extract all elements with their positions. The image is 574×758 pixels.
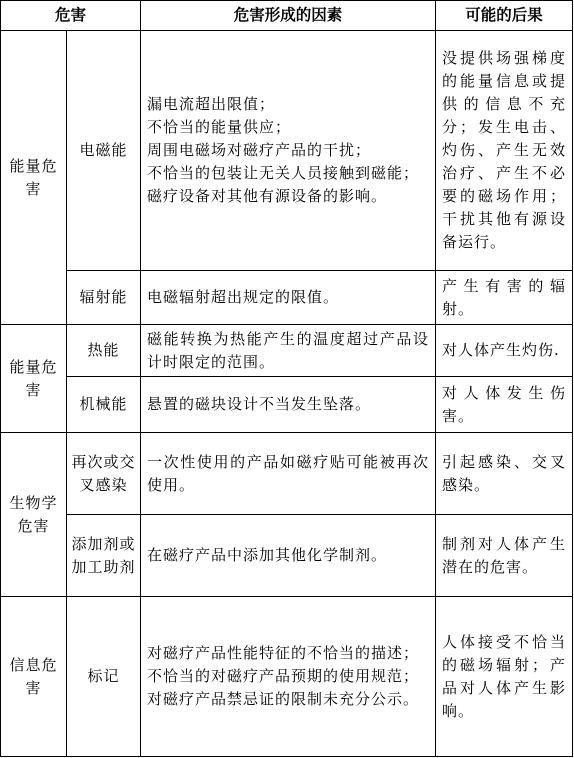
table-row [1, 597, 573, 757]
subcategory-cell: 机械能 [67, 377, 141, 433]
header-factors: 危害形成的因素 [141, 1, 436, 31]
consequence-cell: 产生有害的辐射。 [436, 271, 573, 325]
factor-line: 磁疗设备对其他有源设备的影响。 [147, 187, 388, 205]
factor-cell [141, 377, 436, 433]
factor-cell [141, 325, 436, 377]
factor-line: 周围电磁场对磁疗产品的干扰； [147, 141, 372, 159]
consequence-cell: 没提供场强梯度的能量信息或提供的信息不充分；发生电击、灼伤、产生无效治疗、产生不必要的磁场作用；干扰其他有源设备运行。 [436, 31, 573, 271]
factor-line: 不恰当的能量供应； [147, 118, 292, 136]
subcategory-cell: 添加剂或加工助剂 [67, 515, 141, 597]
table-row [1, 325, 573, 377]
table-row [1, 377, 573, 433]
factor-line: 悬置的磁块设计不当发生坠落。 [147, 395, 372, 413]
factor-line: 在磁疗产品中添加其他化学制剂。 [147, 546, 388, 564]
factor-line: 不恰当的对磁疗产品预期的使用规范； [147, 667, 420, 685]
factor-cell [141, 271, 436, 325]
consequence-cell: 对人体发生伤害。 [436, 377, 573, 433]
table-row [1, 515, 573, 597]
category-cell: 能量危害 [1, 325, 67, 433]
subcategory-cell: 热能 [67, 325, 141, 377]
factor-cell [141, 515, 436, 597]
header-row [1, 1, 573, 31]
table-row [1, 31, 573, 271]
factor-cell [141, 433, 436, 515]
header-consequences: 可能的后果 [436, 1, 573, 31]
table-row [1, 433, 573, 515]
factor-line: 一次性使用的产品如磁疗贴可能被再次使用。 [147, 452, 430, 494]
consequence-cell: 对人体产生灼伤. [436, 325, 573, 377]
category-cell: 生物学危害 [1, 433, 67, 597]
consequence-cell: 人体接受不恰当的磁场辐射；产品对人体产生影响。 [436, 597, 573, 757]
subcategory-cell: 辐射能 [67, 271, 141, 325]
consequence-cell: 制剂对人体产生潜在的危害。 [436, 515, 573, 597]
subcategory-cell: 再次或交叉感染 [67, 433, 141, 515]
category-cell: 信息危害 [1, 597, 67, 757]
subcategory-cell: 电磁能 [67, 31, 141, 271]
consequence-cell: 引起感染、交叉感染。 [436, 433, 573, 515]
category-cell: 能量危害 [1, 31, 67, 325]
table-row [1, 271, 573, 325]
factor-line: 对磁疗产品禁忌证的限制未充分公示。 [147, 690, 420, 708]
subcategory-cell: 标记 [67, 597, 141, 757]
factor-cell [141, 597, 436, 757]
factor-line: 漏电流超出限值； [147, 95, 276, 113]
factor-line: 对磁疗产品性能特征的不恰当的描述； [147, 644, 420, 662]
factor-line: 磁能转换为热能产生的温度超过产品设计时限定的范围。 [147, 329, 430, 371]
factor-cell [141, 31, 436, 271]
factor-line: 电磁辐射超出规定的限值。 [147, 288, 340, 306]
header-hazard: 危害 [1, 1, 141, 31]
factor-line: 不恰当的包装让无关人员接触到磁能； [147, 164, 420, 182]
